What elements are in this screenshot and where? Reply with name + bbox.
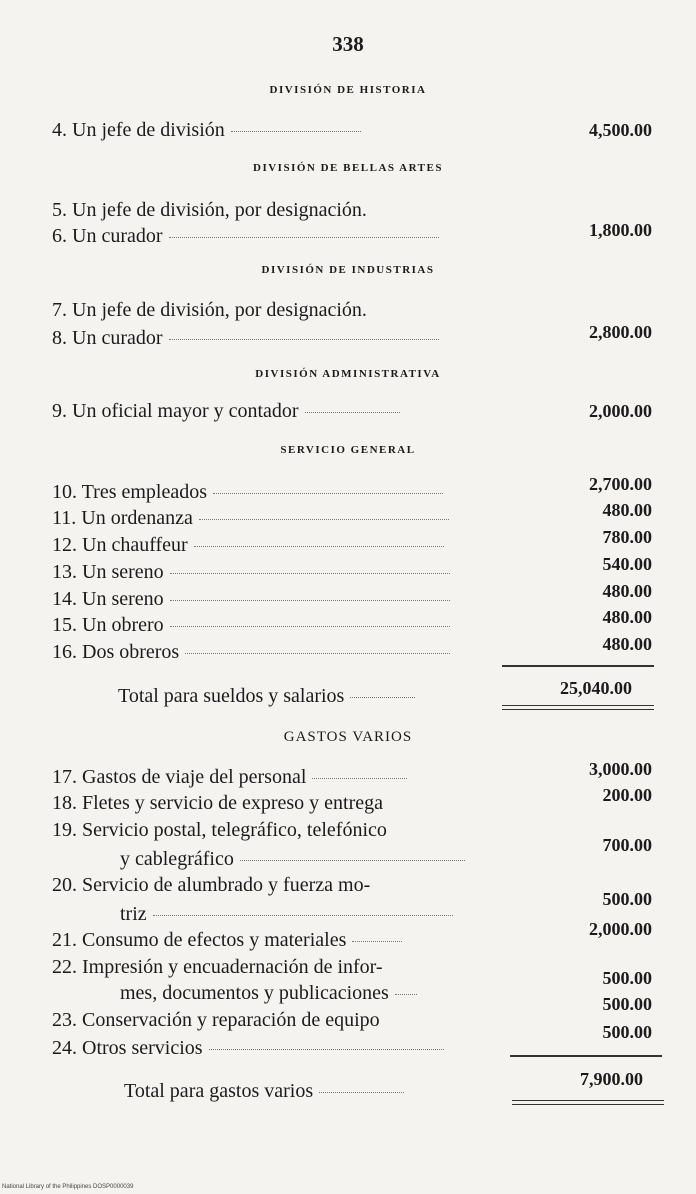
leader-dots [199,519,449,520]
leader-dots [209,1049,444,1050]
section-heading-historia: DIVISIÓN DE HISTORIA [269,84,427,96]
item-amount: 500.00 [602,968,652,988]
leader-dots [350,697,415,698]
item-label: 22. Impresión y encuadernación de infor- [52,956,383,978]
item-13 [52,554,662,585]
item-10 [52,474,662,505]
item-22-continuation: mes, documentos y publicaciones [120,980,417,1006]
item-label: 12. Un chauffeur [52,532,444,558]
item-24 [52,1022,662,1061]
item-9 [52,398,662,424]
leader-dots [231,131,361,132]
leader-dots [169,237,439,238]
item-amount: 4,500.00 [589,120,652,140]
item-label: 10. Tres empleados [52,479,443,505]
section-heading-administrativa: DIVISIÓN ADMINISTRATIVA [255,368,441,380]
item-label: 24. Otros servicios [52,1035,444,1061]
leader-dots [153,915,453,916]
item-amount: 500.00 [602,1022,652,1042]
item-19-amount-row [52,832,662,858]
item-19-continuation: y cablegráfico [120,846,465,872]
item-label: 5. Un jefe de división, por designación. [52,199,367,221]
leader-dots [194,546,444,547]
item-amount: 480.00 [602,500,652,520]
item-label: 9. Un oficial mayor y contador [52,398,400,424]
leader-dots [170,573,450,574]
item-8 [52,322,662,351]
item-amount: 780.00 [602,527,652,547]
item-label: 4. Un jefe de división [52,117,361,143]
total-double-rule [502,705,654,710]
item-15 [52,607,662,638]
item-amount: 1,800.00 [589,220,652,240]
section-heading-gastos-varios: GASTOS VARIOS [283,729,413,745]
total-sueldos-label: Total para sueldos y salarios [118,683,415,709]
leader-dots [213,493,443,494]
item-18 [52,785,662,816]
item-amount: 480.00 [602,581,652,601]
item-5 [52,197,662,223]
total-sueldos-amount: 25,040.00 [560,678,632,698]
item-21 [52,919,662,953]
item-7 [52,297,662,323]
item-6 [52,220,662,249]
leader-dots [305,412,400,413]
section-heading-industrias: DIVISIÓN DE INDUSTRIAS [261,264,435,276]
leader-dots [319,1092,404,1093]
item-label: 11. Un ordenanza [52,505,449,531]
item-amount: 480.00 [602,607,652,627]
item-23 [52,994,662,1033]
item-14 [52,581,662,612]
item-20-continuation: triz [120,901,453,927]
leader-dots [312,778,407,779]
item-22-amount-row [52,965,662,991]
item-20-amount-row [52,886,662,912]
leader-dots [185,653,450,654]
total-gastos-amount: 7,900.00 [580,1069,643,1089]
section-heading-bellas-artes: DIVISIÓN DE BELLAS ARTES [253,162,443,174]
item-label: 19. Servicio postal, telegráfico, telefónico [52,819,387,841]
page-number: 338 [332,32,364,56]
total-double-rule [512,1100,664,1105]
item-amount: 3,000.00 [589,759,652,779]
item-amount: 2,000.00 [589,401,652,421]
item-amount: 540.00 [602,554,652,574]
item-17 [52,759,662,790]
item-4 [52,117,662,143]
item-label: 21. Consumo de efectos y materiales [52,927,402,953]
item-label: 8. Un curador [52,325,439,351]
item-label: 17. Gastos de viaje del personal [52,764,407,790]
leader-dots [169,339,439,340]
leader-dots [170,626,450,627]
scan-footer: National Library of the Philippines DOSP0000039 [2,1184,134,1190]
item-label: 23. Conservación y reparación de equipo [52,1009,380,1031]
item-amount: 480.00 [602,634,652,654]
item-amount: 200.00 [602,785,652,805]
leader-dots [170,600,450,601]
item-label: 15. Un obrero [52,612,450,638]
item-12 [52,527,662,558]
item-16 [52,634,662,665]
section-heading-servicio-general: SERVICIO GENERAL [280,444,416,456]
total-gastos-label: Total para gastos varios [124,1078,404,1104]
item-label: 20. Servicio de alumbrado y fuerza mo- [52,874,371,896]
item-amount: 2,800.00 [589,322,652,342]
item-label: 16. Dos obreros [52,639,450,665]
item-label: 14. Un sereno [52,586,450,612]
item-amount: 500.00 [602,889,652,909]
item-amount: 2,000.00 [589,919,652,939]
item-label: 13. Un sereno [52,559,450,585]
item-11 [52,500,662,531]
item-label: 18. Fletes y servicio de expreso y entrega [52,792,384,814]
leader-dots [395,994,417,995]
leader-dots [240,860,465,861]
item-amount: 700.00 [602,835,652,855]
item-amount: 2,700.00 [589,474,652,494]
item-label: 7. Un jefe de división, por designación. [52,299,367,321]
leader-dots [352,941,402,942]
item-amount: 500.00 [602,994,652,1014]
item-label: 6. Un curador [52,223,439,249]
subtotal-rule [502,665,654,667]
subtotal-rule [510,1055,662,1057]
